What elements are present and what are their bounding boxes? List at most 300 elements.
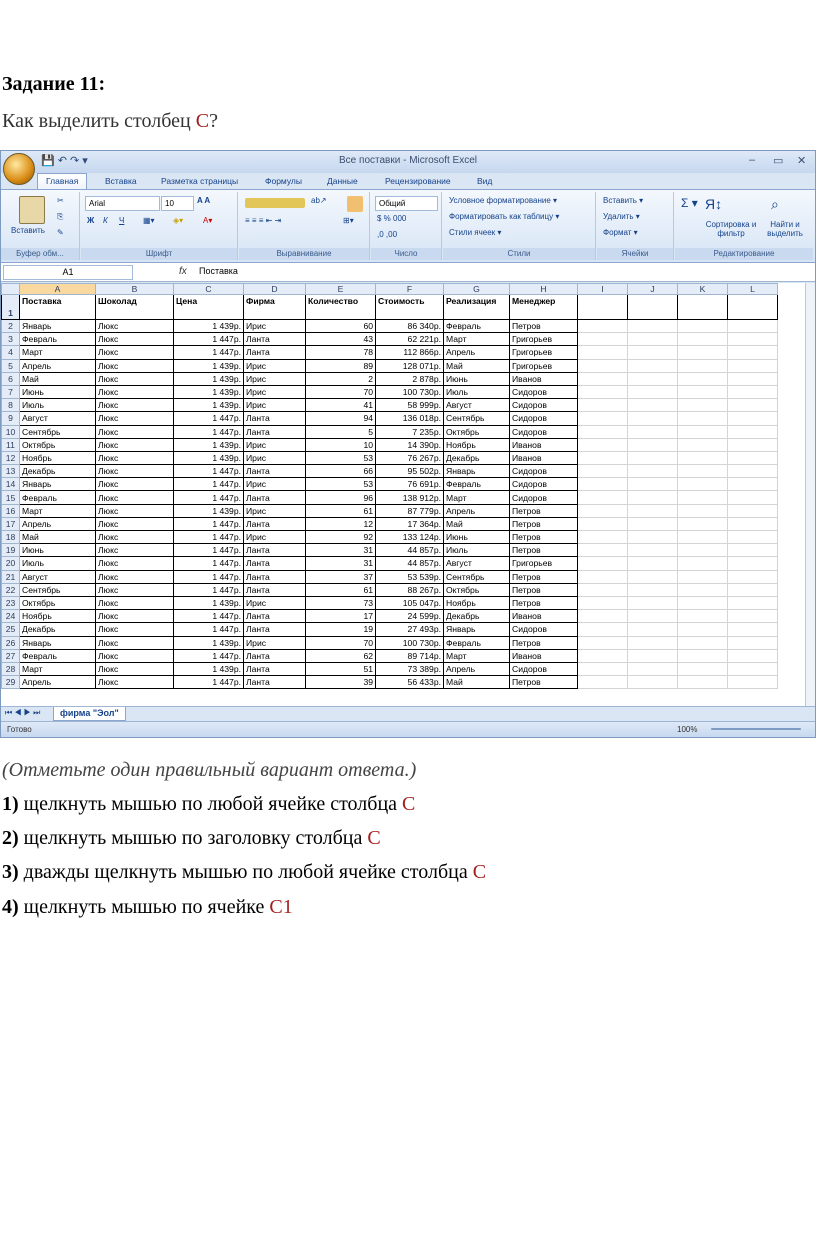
column-header-i[interactable]: I [578, 284, 628, 295]
table-cell[interactable]: Люкс [96, 557, 174, 570]
empty-cell[interactable] [578, 425, 628, 438]
table-cell[interactable]: 2 878р. [376, 372, 444, 385]
row-header[interactable]: 12 [2, 451, 20, 464]
empty-cell[interactable] [578, 662, 628, 675]
row-header[interactable]: 9 [2, 412, 20, 425]
empty-cell[interactable] [578, 583, 628, 596]
table-cell[interactable]: Сидоров [510, 412, 578, 425]
grow-font-icon[interactable]: A A [197, 196, 211, 205]
table-cell[interactable]: 136 018р. [376, 412, 444, 425]
merge-icon[interactable]: ⊞▾ [343, 216, 354, 225]
tab-home[interactable]: Главная [37, 173, 87, 194]
paste-icon[interactable] [19, 196, 45, 224]
empty-cell[interactable] [578, 544, 628, 557]
empty-cell[interactable] [728, 425, 778, 438]
table-cell[interactable]: Петров [510, 676, 578, 689]
table-cell[interactable]: Люкс [96, 570, 174, 583]
row-header[interactable]: 18 [2, 531, 20, 544]
table-cell[interactable]: Март [20, 504, 96, 517]
sheet-tab[interactable]: фирма "Эол" [53, 707, 126, 721]
row-header[interactable]: 22 [2, 583, 20, 596]
empty-cell[interactable] [578, 451, 628, 464]
table-cell[interactable]: 1 439р. [174, 662, 244, 675]
table-cell[interactable]: 87 779р. [376, 504, 444, 517]
table-cell[interactable]: 51 [306, 662, 376, 675]
empty-cell[interactable] [678, 636, 728, 649]
table-cell[interactable]: Ирис [244, 320, 306, 333]
table-cell[interactable]: 1 439р. [174, 359, 244, 372]
italic-icon[interactable]: К [103, 216, 108, 225]
empty-cell[interactable] [678, 544, 728, 557]
table-cell[interactable]: Иванов [510, 649, 578, 662]
empty-cell[interactable] [578, 346, 628, 359]
empty-cell[interactable] [678, 438, 728, 451]
table-cell[interactable]: Люкс [96, 662, 174, 675]
table-cell[interactable]: 17 364р. [376, 517, 444, 530]
table-cell[interactable]: 70 [306, 385, 376, 398]
sheet-nav-icons[interactable]: ⏮ ◀ ▶ ⏭ [5, 708, 41, 717]
empty-cell[interactable] [628, 438, 678, 451]
table-cell[interactable]: 1 439р. [174, 504, 244, 517]
table-cell[interactable]: 19 [306, 623, 376, 636]
empty-cell[interactable] [628, 465, 678, 478]
row-header[interactable]: 5 [2, 359, 20, 372]
row-header[interactable]: 14 [2, 478, 20, 491]
empty-cell[interactable] [678, 596, 728, 609]
table-cell[interactable]: Май [444, 517, 510, 530]
empty-cell[interactable] [628, 517, 678, 530]
empty-cell[interactable] [578, 504, 628, 517]
table-cell[interactable]: 37 [306, 570, 376, 583]
header-cell[interactable]: Поставка [20, 295, 96, 320]
empty-cell[interactable] [728, 385, 778, 398]
delete-cells-button[interactable]: Удалить ▾ [603, 212, 640, 221]
table-cell[interactable]: 78 [306, 346, 376, 359]
option-4[interactable] [2, 895, 293, 919]
table-cell[interactable]: 5 [306, 425, 376, 438]
table-cell[interactable]: 1 447р. [174, 610, 244, 623]
table-cell[interactable]: Люкс [96, 517, 174, 530]
empty-cell[interactable] [578, 399, 628, 412]
empty-cell[interactable] [678, 583, 728, 596]
table-cell[interactable]: Люкс [96, 399, 174, 412]
table-cell[interactable]: 53 539р. [376, 570, 444, 583]
empty-cell[interactable] [628, 425, 678, 438]
table-cell[interactable]: 1 447р. [174, 676, 244, 689]
table-cell[interactable]: Люкс [96, 333, 174, 346]
close-icon[interactable]: ✕ [797, 155, 807, 167]
empty-cell[interactable] [628, 399, 678, 412]
table-cell[interactable]: Люкс [96, 649, 174, 662]
table-cell[interactable]: Ирис [244, 531, 306, 544]
table-cell[interactable]: Январь [20, 478, 96, 491]
table-cell[interactable]: 1 447р. [174, 425, 244, 438]
borders-icon[interactable]: ▦▾ [143, 216, 155, 225]
table-cell[interactable]: Ирис [244, 438, 306, 451]
empty-cell[interactable] [678, 372, 728, 385]
table-cell[interactable]: 92 [306, 531, 376, 544]
table-cell[interactable]: Май [444, 676, 510, 689]
empty-cell[interactable] [678, 385, 728, 398]
empty-cell[interactable] [578, 491, 628, 504]
empty-cell[interactable] [678, 451, 728, 464]
table-cell[interactable]: 39 [306, 676, 376, 689]
column-header-a[interactable]: A [20, 284, 96, 295]
empty-cell[interactable] [578, 570, 628, 583]
table-cell[interactable]: 1 439р. [174, 385, 244, 398]
empty-cell[interactable] [578, 412, 628, 425]
sort-icon[interactable]: Я↕ [705, 196, 723, 212]
table-cell[interactable]: Май [20, 372, 96, 385]
empty-cell[interactable] [628, 359, 678, 372]
table-cell[interactable]: 1 447р. [174, 346, 244, 359]
empty-cell[interactable] [678, 346, 728, 359]
empty-cell[interactable] [678, 649, 728, 662]
table-cell[interactable]: Люкс [96, 451, 174, 464]
table-cell[interactable]: Люкс [96, 583, 174, 596]
empty-cell[interactable] [678, 517, 728, 530]
table-cell[interactable]: 1 447р. [174, 649, 244, 662]
table-cell[interactable]: Люкс [96, 359, 174, 372]
table-cell[interactable]: Сидоров [510, 623, 578, 636]
empty-cell[interactable] [728, 478, 778, 491]
row-header[interactable]: 19 [2, 544, 20, 557]
table-cell[interactable]: 44 857р. [376, 557, 444, 570]
table-cell[interactable]: 100 730р. [376, 385, 444, 398]
percent-icon[interactable]: $ % 000 [377, 214, 407, 223]
table-cell[interactable]: Люкс [96, 610, 174, 623]
orientation-icon[interactable]: ab↗ [311, 196, 327, 205]
option-3[interactable] [2, 860, 486, 884]
table-cell[interactable]: Ирис [244, 451, 306, 464]
table-cell[interactable]: Сентябрь [20, 425, 96, 438]
table-cell[interactable]: Сидоров [510, 399, 578, 412]
row-header[interactable]: 8 [2, 399, 20, 412]
table-cell[interactable]: Июнь [20, 544, 96, 557]
table-cell[interactable]: 1 439р. [174, 320, 244, 333]
row-header[interactable]: 21 [2, 570, 20, 583]
table-cell[interactable]: Люкс [96, 346, 174, 359]
empty-cell[interactable] [578, 438, 628, 451]
option-2[interactable] [2, 826, 381, 850]
table-cell[interactable]: Ирис [244, 504, 306, 517]
table-cell[interactable]: Ланта [244, 662, 306, 675]
table-cell[interactable]: Ланта [244, 412, 306, 425]
table-cell[interactable]: 61 [306, 504, 376, 517]
table-cell[interactable]: Люкс [96, 596, 174, 609]
table-cell[interactable]: Август [444, 399, 510, 412]
table-cell[interactable]: Январь [444, 465, 510, 478]
table-cell[interactable]: 1 439р. [174, 399, 244, 412]
empty-cell[interactable] [678, 531, 728, 544]
table-cell[interactable]: Октябрь [20, 438, 96, 451]
table-cell[interactable]: Февраль [20, 491, 96, 504]
header-cell[interactable]: Менеджер [510, 295, 578, 320]
autosum-icon[interactable]: Σ ▾ [681, 196, 698, 210]
table-cell[interactable]: Июль [444, 544, 510, 557]
row-header[interactable]: 7 [2, 385, 20, 398]
empty-cell[interactable] [678, 412, 728, 425]
empty-cell[interactable] [728, 623, 778, 636]
table-cell[interactable]: 1 439р. [174, 451, 244, 464]
empty-cell[interactable] [628, 504, 678, 517]
empty-cell[interactable] [628, 623, 678, 636]
table-cell[interactable]: 41 [306, 399, 376, 412]
table-cell[interactable]: Петров [510, 596, 578, 609]
empty-cell[interactable] [628, 385, 678, 398]
align-icons[interactable]: ≡ ≡ ≡ ⇤ ⇥ [245, 216, 282, 225]
number-format-select[interactable]: Общий [375, 196, 438, 211]
table-cell[interactable]: Иванов [510, 451, 578, 464]
table-cell[interactable]: Ланта [244, 676, 306, 689]
column-header-l[interactable]: L [728, 284, 778, 295]
empty-cell[interactable] [728, 295, 778, 320]
empty-cell[interactable] [628, 320, 678, 333]
table-cell[interactable]: Григорьев [510, 333, 578, 346]
empty-cell[interactable] [578, 359, 628, 372]
table-cell[interactable]: Люкс [96, 465, 174, 478]
paste-button[interactable]: Вставить [11, 226, 45, 235]
empty-cell[interactable] [628, 333, 678, 346]
empty-cell[interactable] [728, 531, 778, 544]
empty-cell[interactable] [728, 504, 778, 517]
empty-cell[interactable] [728, 359, 778, 372]
align-top-icon[interactable] [245, 198, 305, 208]
table-cell[interactable]: Ланта [244, 544, 306, 557]
table-cell[interactable]: Сентябрь [444, 412, 510, 425]
empty-cell[interactable] [728, 451, 778, 464]
table-cell[interactable]: 89 714р. [376, 649, 444, 662]
table-cell[interactable]: Петров [510, 544, 578, 557]
table-cell[interactable]: 89 [306, 359, 376, 372]
table-cell[interactable]: 1 447р. [174, 517, 244, 530]
table-cell[interactable]: Январь [20, 320, 96, 333]
table-cell[interactable]: Июль [20, 557, 96, 570]
empty-cell[interactable] [678, 465, 728, 478]
font-size-select[interactable]: 10 [161, 196, 194, 211]
row-header[interactable]: 25 [2, 623, 20, 636]
empty-cell[interactable] [628, 295, 678, 320]
minimize-icon[interactable]: – [749, 154, 756, 166]
table-cell[interactable]: Июль [20, 399, 96, 412]
table-cell[interactable]: 1 439р. [174, 372, 244, 385]
column-header-c[interactable]: C [174, 284, 244, 295]
table-cell[interactable]: 105 047р. [376, 596, 444, 609]
table-cell[interactable]: Люкс [96, 412, 174, 425]
table-cell[interactable]: Ноябрь [20, 451, 96, 464]
empty-cell[interactable] [728, 596, 778, 609]
empty-cell[interactable] [628, 636, 678, 649]
row-header[interactable]: 10 [2, 425, 20, 438]
table-cell[interactable]: 17 [306, 610, 376, 623]
table-cell[interactable]: 58 999р. [376, 399, 444, 412]
row-header[interactable]: 20 [2, 557, 20, 570]
option-1[interactable] [2, 792, 415, 816]
table-cell[interactable]: 10 [306, 438, 376, 451]
copy-icon[interactable]: ⎘ [57, 212, 64, 221]
maximize-icon[interactable]: ▭ [773, 155, 784, 167]
header-cell[interactable]: Количество [306, 295, 376, 320]
table-cell[interactable]: Август [20, 570, 96, 583]
empty-cell[interactable] [678, 478, 728, 491]
empty-cell[interactable] [678, 557, 728, 570]
table-cell[interactable]: 1 439р. [174, 636, 244, 649]
table-cell[interactable]: Ирис [244, 372, 306, 385]
empty-cell[interactable] [628, 662, 678, 675]
table-cell[interactable]: 2 [306, 372, 376, 385]
empty-cell[interactable] [578, 465, 628, 478]
empty-cell[interactable] [728, 320, 778, 333]
row-header[interactable]: 27 [2, 649, 20, 662]
font-name-select[interactable]: Arial [85, 196, 160, 211]
underline-icon[interactable]: Ч [119, 216, 125, 225]
table-cell[interactable]: 133 124р. [376, 531, 444, 544]
table-cell[interactable]: 76 691р. [376, 478, 444, 491]
table-cell[interactable]: Петров [510, 583, 578, 596]
column-header-b[interactable]: B [96, 284, 174, 295]
empty-cell[interactable] [728, 399, 778, 412]
table-cell[interactable]: Октябрь [20, 596, 96, 609]
table-cell[interactable]: Люкс [96, 491, 174, 504]
table-cell[interactable]: Люкс [96, 385, 174, 398]
table-cell[interactable]: 73 389р. [376, 662, 444, 675]
table-cell[interactable]: Март [20, 662, 96, 675]
table-cell[interactable]: Люкс [96, 438, 174, 451]
empty-cell[interactable] [578, 649, 628, 662]
empty-cell[interactable] [728, 491, 778, 504]
table-cell[interactable]: 1 447р. [174, 583, 244, 596]
table-cell[interactable]: 95 502р. [376, 465, 444, 478]
empty-cell[interactable] [578, 623, 628, 636]
row-header[interactable]: 17 [2, 517, 20, 530]
table-cell[interactable]: Иванов [510, 372, 578, 385]
row-header[interactable]: 23 [2, 596, 20, 609]
table-cell[interactable]: Декабрь [20, 623, 96, 636]
empty-cell[interactable] [578, 531, 628, 544]
empty-cell[interactable] [728, 557, 778, 570]
empty-cell[interactable] [728, 636, 778, 649]
table-cell[interactable]: Июнь [444, 531, 510, 544]
format-painter-icon[interactable]: ✎ [57, 228, 64, 237]
find-icon[interactable]: ⌕ [771, 196, 779, 212]
table-cell[interactable]: Ланта [244, 583, 306, 596]
fx-icon[interactable]: fx [179, 266, 187, 277]
table-cell[interactable]: 86 340р. [376, 320, 444, 333]
row-header[interactable]: 29 [2, 676, 20, 689]
table-cell[interactable]: 1 447р. [174, 412, 244, 425]
table-cell[interactable]: Октябрь [444, 425, 510, 438]
table-cell[interactable]: 27 493р. [376, 623, 444, 636]
empty-cell[interactable] [678, 399, 728, 412]
zoom-slider[interactable] [711, 728, 801, 730]
empty-cell[interactable] [678, 610, 728, 623]
table-cell[interactable]: Февраль [444, 636, 510, 649]
table-cell[interactable]: Ланта [244, 610, 306, 623]
empty-cell[interactable] [728, 465, 778, 478]
table-cell[interactable]: 56 433р. [376, 676, 444, 689]
table-cell[interactable]: Август [444, 557, 510, 570]
table-cell[interactable]: 96 [306, 491, 376, 504]
table-cell[interactable]: Ноябрь [20, 610, 96, 623]
empty-cell[interactable] [628, 478, 678, 491]
column-header-j[interactable]: J [628, 284, 678, 295]
row-header[interactable]: 11 [2, 438, 20, 451]
table-cell[interactable]: Люкс [96, 531, 174, 544]
table-cell[interactable]: Февраль [20, 333, 96, 346]
row-header[interactable]: 24 [2, 610, 20, 623]
table-cell[interactable]: Ирис [244, 359, 306, 372]
table-cell[interactable]: 1 439р. [174, 438, 244, 451]
table-cell[interactable]: Апрель [20, 517, 96, 530]
column-header-d[interactable]: D [244, 284, 306, 295]
table-cell[interactable]: 1 439р. [174, 596, 244, 609]
empty-cell[interactable] [628, 451, 678, 464]
table-cell[interactable]: Ланта [244, 425, 306, 438]
insert-cells-button[interactable]: Вставить ▾ [603, 196, 644, 205]
table-cell[interactable]: 1 447р. [174, 478, 244, 491]
empty-cell[interactable] [578, 517, 628, 530]
table-cell[interactable]: Ноябрь [444, 596, 510, 609]
empty-cell[interactable] [728, 583, 778, 596]
table-cell[interactable]: 88 267р. [376, 583, 444, 596]
table-cell[interactable]: 62 221р. [376, 333, 444, 346]
table-cell[interactable]: Октябрь [444, 583, 510, 596]
table-cell[interactable]: Иванов [510, 610, 578, 623]
table-cell[interactable]: Ланта [244, 649, 306, 662]
table-cell[interactable]: Сидоров [510, 465, 578, 478]
empty-cell[interactable] [628, 544, 678, 557]
table-cell[interactable]: 1 447р. [174, 557, 244, 570]
row-header[interactable]: 1 [2, 295, 20, 320]
table-cell[interactable]: Люкс [96, 504, 174, 517]
table-cell[interactable]: 31 [306, 557, 376, 570]
table-cell[interactable]: Люкс [96, 320, 174, 333]
table-cell[interactable]: Иванов [510, 438, 578, 451]
header-cell[interactable]: Цена [174, 295, 244, 320]
table-cell[interactable]: Люкс [96, 623, 174, 636]
table-cell[interactable]: Григорьев [510, 346, 578, 359]
table-cell[interactable]: Ланта [244, 465, 306, 478]
table-cell[interactable]: Григорьев [510, 359, 578, 372]
table-cell[interactable]: Ланта [244, 557, 306, 570]
row-header[interactable]: 26 [2, 636, 20, 649]
table-cell[interactable]: Апрель [444, 504, 510, 517]
name-box[interactable]: A1 [3, 265, 133, 280]
empty-cell[interactable] [678, 662, 728, 675]
table-cell[interactable]: Петров [510, 636, 578, 649]
table-cell[interactable]: 128 071р. [376, 359, 444, 372]
format-cells-button[interactable]: Формат ▾ [603, 228, 638, 237]
empty-cell[interactable] [578, 636, 628, 649]
table-cell[interactable]: Люкс [96, 372, 174, 385]
empty-cell[interactable] [578, 478, 628, 491]
empty-cell[interactable] [628, 649, 678, 662]
empty-cell[interactable] [628, 610, 678, 623]
row-header[interactable]: 4 [2, 346, 20, 359]
empty-cell[interactable] [678, 295, 728, 320]
empty-cell[interactable] [678, 676, 728, 689]
empty-cell[interactable] [728, 649, 778, 662]
row-header[interactable]: 16 [2, 504, 20, 517]
table-cell[interactable]: 1 447р. [174, 465, 244, 478]
empty-cell[interactable] [578, 333, 628, 346]
table-cell[interactable]: 1 447р. [174, 544, 244, 557]
empty-cell[interactable] [728, 438, 778, 451]
decimal-icon[interactable]: ,0 ,00 [377, 230, 398, 239]
table-cell[interactable]: Январь [444, 623, 510, 636]
quick-access-toolbar[interactable]: 💾 ↶ ↷ ▾ [41, 155, 88, 167]
find-select-button[interactable]: Найти и выделить [767, 220, 803, 238]
